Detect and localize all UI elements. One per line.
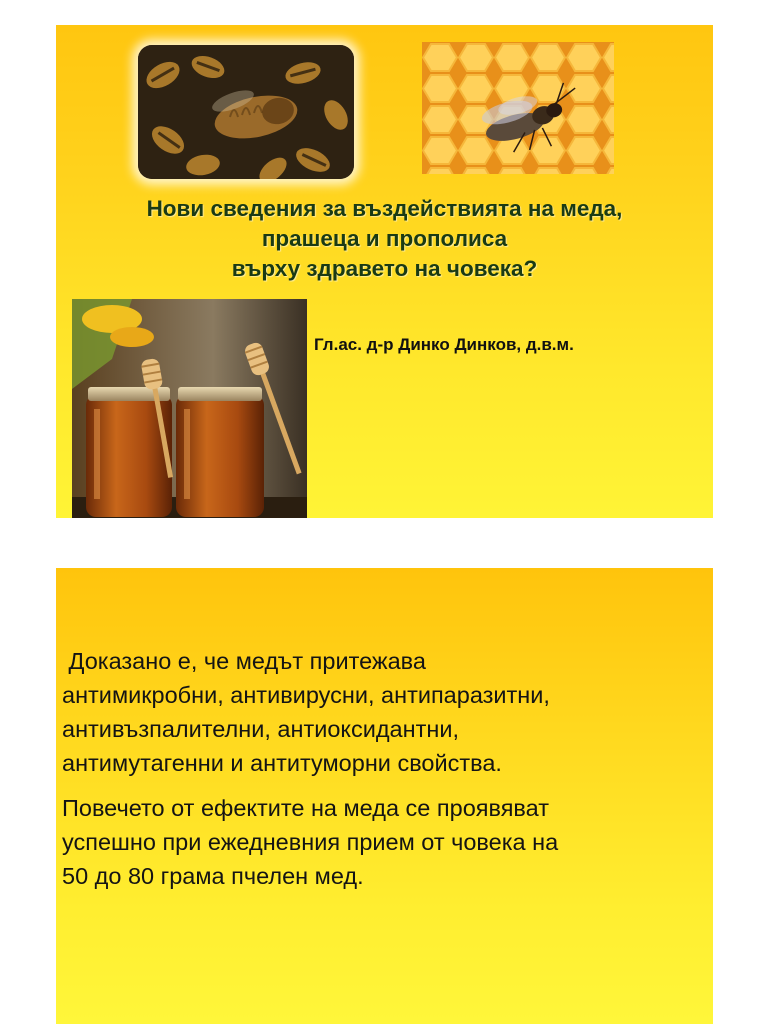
title-line-2: прашеца и прополиса	[261, 226, 508, 251]
paragraph-line: антимутагенни и антитуморни свойства.	[62, 750, 502, 776]
bees-photo	[138, 45, 354, 179]
title-line-3: върху здравето на човека?	[231, 256, 538, 281]
paragraph-line: антивъзпалителни, антиоксидантни,	[62, 716, 459, 742]
honeycomb-bee-photo	[422, 42, 614, 174]
title-line-1: Нови сведения за въздействията на меда,	[146, 196, 623, 221]
dosage-paragraph	[62, 791, 702, 893]
paragraph-line: 50 до 80 грама пчелен мед.	[62, 863, 364, 889]
content-slide	[56, 568, 713, 1024]
properties-paragraph	[62, 644, 702, 780]
paragraph-line: антимикробни, антивирусни, антипаразитни,	[62, 682, 550, 708]
paragraph-line: Доказано е, че медът притежава	[62, 648, 426, 674]
author-name: Гл.ас. д-р Динко Динков, д.в.м.	[314, 335, 574, 354]
honey-jars-photo	[72, 299, 307, 518]
title-slide	[56, 25, 713, 518]
slide-title	[66, 194, 703, 284]
paragraph-line: успешно при ежедневния прием от човека на	[62, 829, 559, 855]
paragraph-line: Повечето от ефектите на меда се проявяват	[62, 795, 549, 821]
